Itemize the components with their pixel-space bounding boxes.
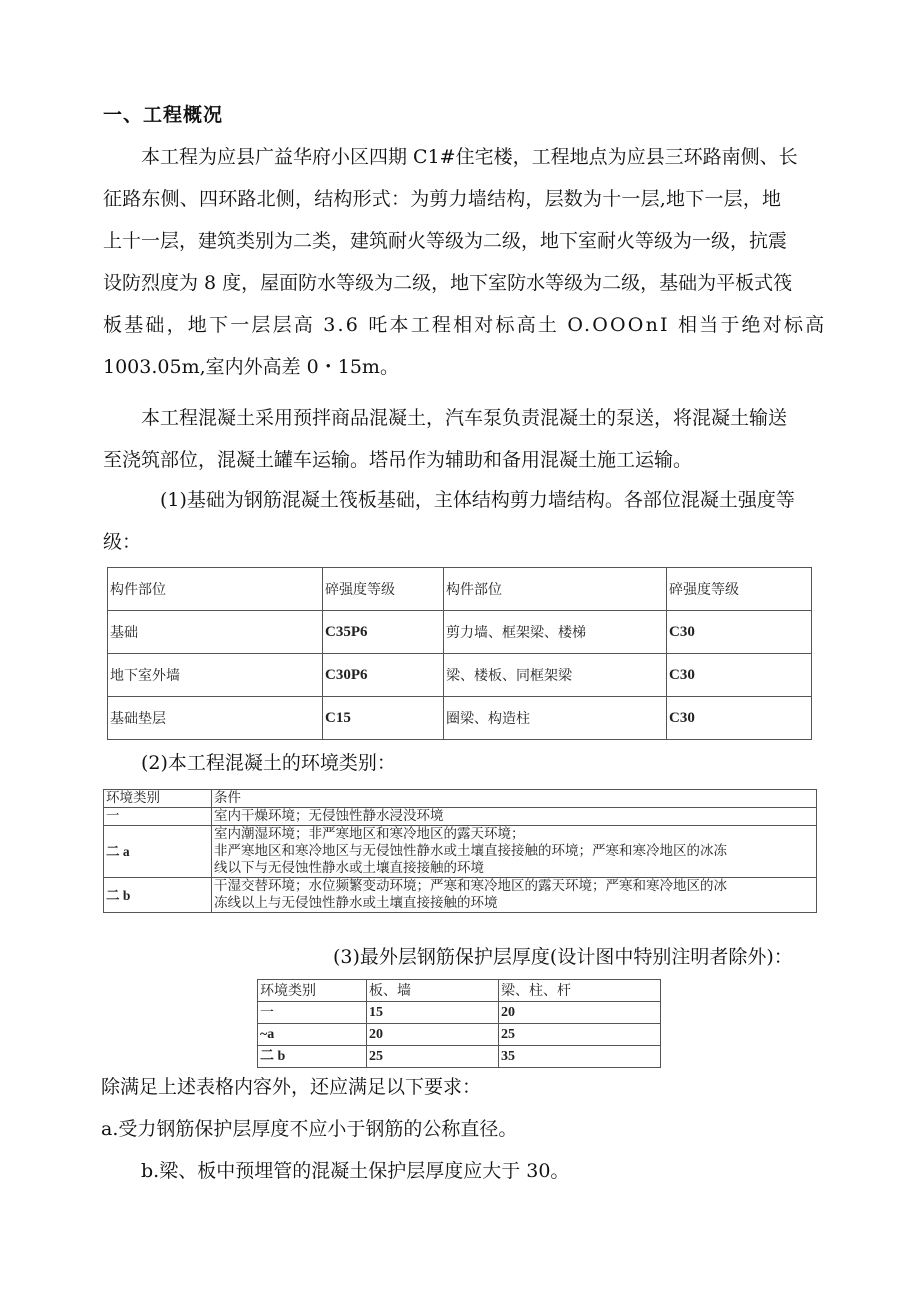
table-row <box>258 1002 661 1024</box>
table-row <box>104 826 817 878</box>
header-cell: 环境类别 <box>258 980 367 1002</box>
environment-category-table <box>103 789 817 913</box>
header-cell: 碎强度等级 <box>667 568 812 611</box>
table-cell: C35P6 <box>323 611 444 654</box>
category-cell: 一 <box>104 808 212 826</box>
item1-line-2: 级： <box>103 531 142 553</box>
overview-line-1: 本工程为应县广益华府小区四期 C1#住宅楼，工程地点为应县三环路南侧、长 <box>141 146 798 168</box>
condition-line: 室内干燥环境；无侵蚀性静水浸没环境 <box>214 808 444 824</box>
table-cell: ~a <box>258 1024 367 1046</box>
table-row <box>108 654 812 697</box>
overview-line-6: 1003.05m,室内外高差 0・15m。 <box>103 356 399 378</box>
requirements-intro: 除满足上述表格内容外，还应满足以下要求： <box>101 1076 482 1098</box>
concrete-supply-line-2: 至浇筑部位，混凝土罐车运输。塔吊作为辅助和备用混凝土施工运输。 <box>103 449 693 471</box>
table-cell: C30 <box>667 654 812 697</box>
header-cell: 构件部位 <box>444 568 667 611</box>
overview-line-4: 设防烈度为 8 度，屋面防水等级为二级，地下室防水等级为二级，基础为平板式筏 <box>103 272 793 294</box>
table-cell: 35 <box>499 1046 661 1068</box>
header-cell: 构件部位 <box>108 568 323 611</box>
table-cell: 地下室外墙 <box>108 654 323 697</box>
header-cell: 条件 <box>212 790 817 808</box>
table-cell: C30P6 <box>323 654 444 697</box>
table-cell: 梁、楼板、同框架梁 <box>444 654 667 697</box>
requirement-a: a.受力钢筋保护层厚度不应小于钢筋的公称直径。 <box>101 1118 518 1140</box>
overview-line-2: 征路东侧、四环路北侧，结构形式：为剪力墙结构，层数为十一层,地下一层，地 <box>103 188 782 210</box>
conditions-cell <box>212 878 817 913</box>
table-header-row <box>258 980 661 1002</box>
condition-line: 室内潮湿环境；非严寒地区和寒冷地区的露天环境； <box>214 826 525 842</box>
table-cell: C30 <box>667 611 812 654</box>
table-cell: 25 <box>499 1024 661 1046</box>
concrete-supply-line-1: 本工程混凝土采用预拌商品混凝土，汽车泵负责混凝土的泵送，将混凝土输送 <box>141 407 788 429</box>
item2-title: (2)本工程混凝土的环境类别： <box>141 752 396 774</box>
requirement-b: b.梁、板中预埋管的混凝土保护层厚度应大于 30。 <box>141 1160 570 1182</box>
category-cell: 二 b <box>104 878 212 913</box>
table-cell: 剪力墙、框架梁、楼梯 <box>444 611 667 654</box>
table-cell: 基础垫层 <box>108 697 323 740</box>
conditions-cell <box>212 808 817 826</box>
table-cell: 二 b <box>258 1046 367 1068</box>
cover-thickness-table <box>257 979 661 1068</box>
table-cell: 20 <box>367 1024 499 1046</box>
category-cell: 二 a <box>104 826 212 878</box>
condition-line: 线以下与无侵蚀性静水或土壤直接接触的环境 <box>214 860 484 876</box>
condition-line: 冻线以上与无侵蚀性静水或土壤直接接触的环境 <box>214 895 498 911</box>
table-cell: 圈梁、构造柱 <box>444 697 667 740</box>
table-row <box>108 697 812 740</box>
table-cell: 15 <box>367 1002 499 1024</box>
item1-line-1: (1)基础为钢筋混凝土筏板基础，主体结构剪力墙结构。各部位混凝土强度等 <box>160 489 795 511</box>
strength-grade-table <box>107 567 812 740</box>
condition-line: 非严寒地区和寒冷地区与无侵蚀性静水或土壤直接接触的环境；严寒和寒冷地区的冰冻 <box>214 843 727 859</box>
header-cell: 环境类别 <box>104 790 212 808</box>
table-header-row <box>104 790 817 808</box>
table-row <box>104 878 817 913</box>
table-header-row <box>108 568 812 611</box>
item3-title: (3)最外层钢筋保护层厚度(设计图中特别注明者除外)： <box>333 946 793 968</box>
table-row <box>108 611 812 654</box>
section-heading: 一、工程概况 <box>103 104 224 126</box>
header-cell: 梁、柱、杆 <box>499 980 661 1002</box>
table-cell: C15 <box>323 697 444 740</box>
header-cell: 碎强度等级 <box>323 568 444 611</box>
table-row <box>258 1024 661 1046</box>
condition-line: 干湿交替环境；水位频繁变动环境；严寒和寒冷地区的露天环境；严寒和寒冷地区的冰 <box>214 878 727 894</box>
table-cell: 25 <box>367 1046 499 1068</box>
conditions-cell <box>212 826 817 878</box>
table-row <box>104 808 817 826</box>
table-cell: C30 <box>667 697 812 740</box>
table-cell: 一 <box>258 1002 367 1024</box>
header-cell: 板、墙 <box>367 980 499 1002</box>
overview-line-3: 上十一层，建筑类别为二类，建筑耐火等级为二级，地下室耐火等级为一级，抗震 <box>103 230 788 252</box>
table-cell: 20 <box>499 1002 661 1024</box>
table-cell: 基础 <box>108 611 323 654</box>
table-row <box>258 1046 661 1068</box>
overview-line-5: 板基础，地下一层层高 3.6 吒本工程相对标高土 O.OOOnI 相当于绝对标高 <box>103 314 827 336</box>
